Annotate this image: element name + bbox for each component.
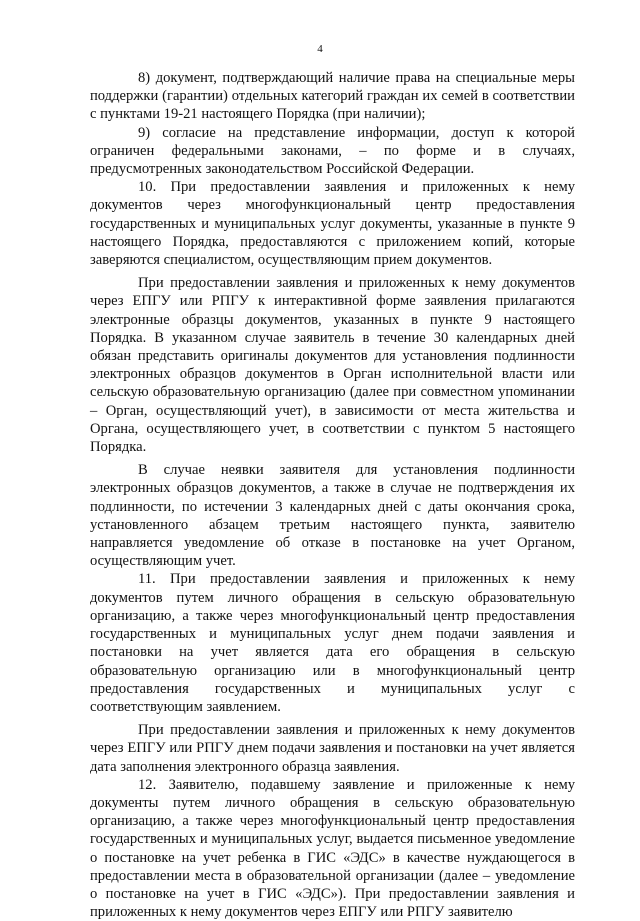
document-body <box>90 69 575 921</box>
paragraph-item-8: 8) документ, подтверждающий наличие права на специальные меры поддержки (гарантии) отдельных категорий граждан их семей в соответствии с пунктами 19-21 настоящего Порядка (при наличии); <box>90 70 575 123</box>
paragraph-non-appearance: В случае неявки заявителя для установления подлинности электронных образцов документов, а также в случае не подтверждения их подлинности, по истечении 3 календарных дней с даты окончания срока, установленного абзацем третьим настоящего пункта, заявителю направляется уведомление об отказе в постановке на учет Органом, осуществляющим учет. <box>90 462 575 570</box>
paragraph-clause-12: 12. Заявителю, подавшему заявление и приложенные к нему документы путем личного обращения в сельскую образовательную организацию, а также через многофункциональный центр предоставления государственных и муниципальных услуг, выдается письменное уведомление о постановке на учет ребенка в ГИС «ЭДС» в качестве нуждающегося в предоставлении места в образовательной организации (далее – уведомление о постановке на учет в ГИС «ЭДС»). При предоставлении заявления и приложенных к нему документов через ЕПГУ или РПГУ заявителю <box>90 776 575 921</box>
paragraph-clause-10: 10. При предоставлении заявления и приложенных к нему документов через многофункциональный центр предоставления государственных и муниципальных услуг документы, указанные в пункте 9 настоящего Порядка, предоставляются с приложением копий, которые заверяются специалистом, осуществляющим прием документов. <box>90 179 575 269</box>
paragraph-epgu-date: При предоставлении заявления и приложенных к нему документов через ЕПГУ или РПГУ днем подачи заявления и постановки на учет является дата заполнения электронного образца заявления. <box>90 722 575 775</box>
paragraph-item-9: 9) согласие на представление информации, доступ к которой ограничен федеральными законами, – по форме и в случаях, предусмотренных законодательством Российской Федерации. <box>90 124 575 178</box>
page-number: 4 <box>317 43 323 55</box>
paragraph-clause-11: 11. При предоставлении заявления и приложенных к нему документов путем личного обращения в сельскую образовательную организацию, а также через многофункциональный центр предоставления государственных и муниципальных услуг днем подачи заявления и постановки на учет является дата его обращения в сельскую образовательную организацию или в многофункциональный центр предоставления государственных и муниципальных услуг с соответствующим заявлением. <box>90 571 575 715</box>
paragraph-epgu-submission: При предоставлении заявления и приложенных к нему документов через ЕПГУ или РПГУ к интерактивной форме заявления прилагаются электронные образцы документов, указанных в пункте 9 настоящего Порядка. В указанном случае заявитель в течение 30 календарных дней обязан представить оригиналы документов для установления подлинности электронных образцов документов в Орган исполнительной власти или сельскую образовательную организацию (далее при совместном упоминании – Орган, осуществляющий учет), в зависимости от места жительства и Органа, осуществляющего учет, в соответствии с пунктом 5 настоящего Порядка. <box>90 275 575 456</box>
